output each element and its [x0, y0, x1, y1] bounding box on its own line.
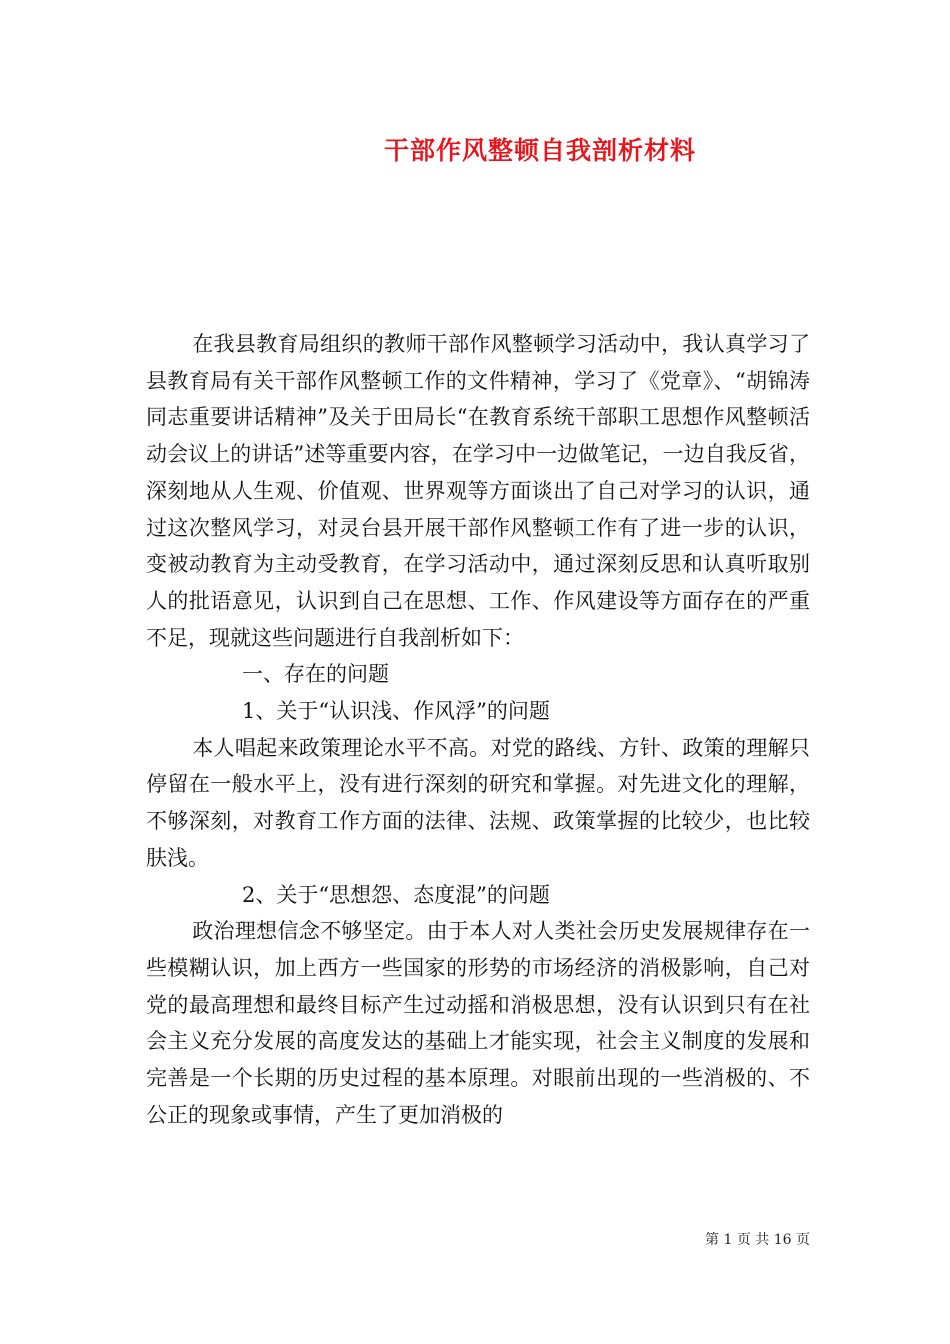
- page-number-footer: 第 1 页 共 16 页: [705, 1232, 810, 1248]
- paragraph-1: 本人唱起来政策理论水平不高。对党的路线、方针、政策的理解只停留在一般水平上，没有进行深刻的研究和掌握。对先进文化的理解，不够深刻，对教育工作方面的法律、法规、政策掌握的比较少，也比较肤浅。: [146, 735, 810, 870]
- subheading-1: 1、关于“认识浅、作风浮”的问题: [242, 699, 550, 724]
- paragraph-2: 政治理想信念不够坚定。由于本人对人类社会历史发展规律存在一些模糊认识，加上西方一些国家的形势的市场经济的消极影响，自己对党的最高理想和最终目标产生过动摇和消极思想，没有认识到只有在社会主义充分发展的高度发达的基础上才能实现，社会主义制度的发展和完善是一个长期的历史过程的基本原理。对眼前出现的一些消极的、不公正的现象或事情，产生了更加消极的: [146, 919, 810, 1127]
- document-title: 干部作风整顿自我剖析材料: [383, 136, 696, 165]
- document-body: [146, 326, 810, 1133]
- paragraph-intro: 在我县教育局组织的教师干部作风整顿学习活动中，我认真学习了县教育局有关干部作风整顿工作的文件精神，学习了《党章》、“胡锦涛同志重要讲话精神”及关于田局长“在教育系统干部职工思想作风整顿活动会议上的讲话”述等重要内容，在学习中一边做笔记，一边自我反省，深刻地从人生观、价值观、世界观等方面谈出了自己对学习的认识，通过这次整风学习，对灵台县开展干部作风整顿工作有了进一步的认识，变被动教育为主动受教育，在学习活动中，通过深刻反思和认真听取别人的批语意见，认识到自己在思想、工作、作风建设等方面存在的严重不足，现就这些问题进行自我剖析如下：: [146, 332, 810, 650]
- section-heading-problems: 一、存在的问题: [242, 662, 389, 687]
- subheading-2: 2、关于“思想怨、态度混”的问题: [242, 882, 550, 907]
